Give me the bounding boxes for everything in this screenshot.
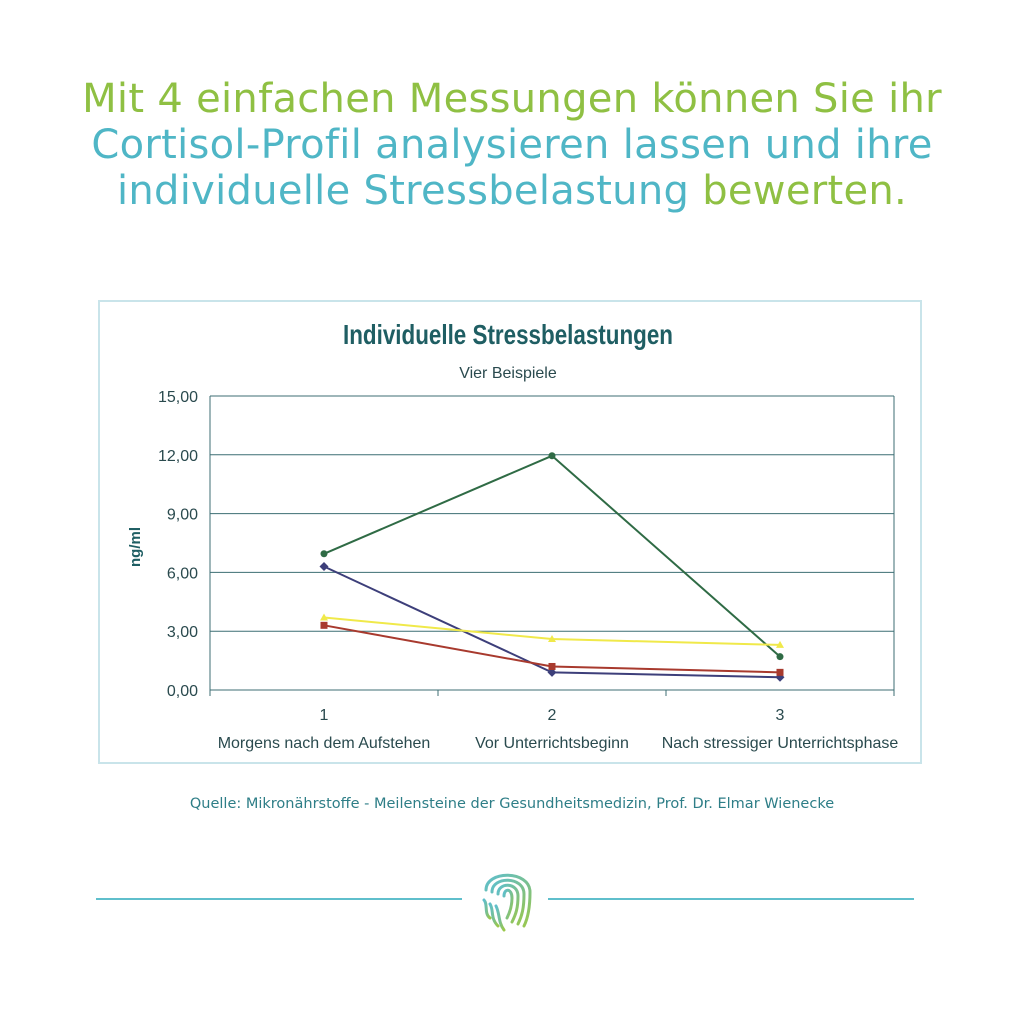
- data-point: [320, 562, 329, 571]
- series-line: [324, 567, 780, 678]
- headline: [0, 76, 1024, 214]
- x-category-label: Vor Unterrichtsbeginn: [475, 735, 629, 752]
- y-tick-label: 0,00: [166, 683, 198, 700]
- x-tick-label: 3: [775, 707, 785, 724]
- x-tick-label: 2: [547, 707, 557, 724]
- headline-line-3-green: bewerten.: [689, 168, 908, 214]
- headline-line-3-teal: individuelle Stressbelastung: [116, 168, 690, 214]
- cortisol-line-chart: [100, 302, 920, 762]
- data-point: [321, 550, 328, 557]
- headline-line-3: [0, 168, 1024, 214]
- y-axis-label: ng/ml: [127, 527, 144, 567]
- y-tick-label: 6,00: [166, 565, 198, 583]
- x-category-label: Morgens nach dem Aufstehen: [217, 735, 431, 752]
- headline-line-2: Cortisol-Profil analysieren lassen und ihre: [91, 122, 933, 168]
- headline-line-1: Mit 4 einfachen Messungen können Sie ihr: [82, 76, 942, 122]
- chart-title: Individuelle Stressbelastungen: [343, 319, 673, 350]
- data-point: [777, 653, 784, 660]
- series-layer: [320, 452, 785, 681]
- y-tick-label: 9,00: [166, 506, 198, 524]
- axis-label-layer: [158, 389, 898, 752]
- data-point: [549, 663, 556, 670]
- series-line: [324, 456, 780, 657]
- data-point: [777, 669, 784, 676]
- chart-subtitle: Vier Beispiele: [459, 365, 557, 382]
- chart-frame: [98, 300, 922, 764]
- y-tick-label: 15,00: [157, 389, 198, 406]
- data-point: [321, 622, 328, 629]
- divider-left: [96, 898, 462, 900]
- y-tick-label: 3,00: [166, 624, 198, 642]
- divider-right: [548, 898, 914, 900]
- grid-layer: [210, 396, 894, 696]
- source-citation: Quelle: Mikronährstoffe - Meilensteine der Gesundheitsmedizin, Prof. Dr. Elmar Wienecke: [189, 796, 835, 812]
- x-tick-label: 1: [319, 707, 329, 724]
- x-category-label: Nach stressiger Unterrichtsphase: [661, 735, 899, 752]
- data-point: [549, 452, 556, 459]
- fingerprint-icon: [476, 856, 540, 938]
- y-tick-label: 12,00: [157, 447, 198, 465]
